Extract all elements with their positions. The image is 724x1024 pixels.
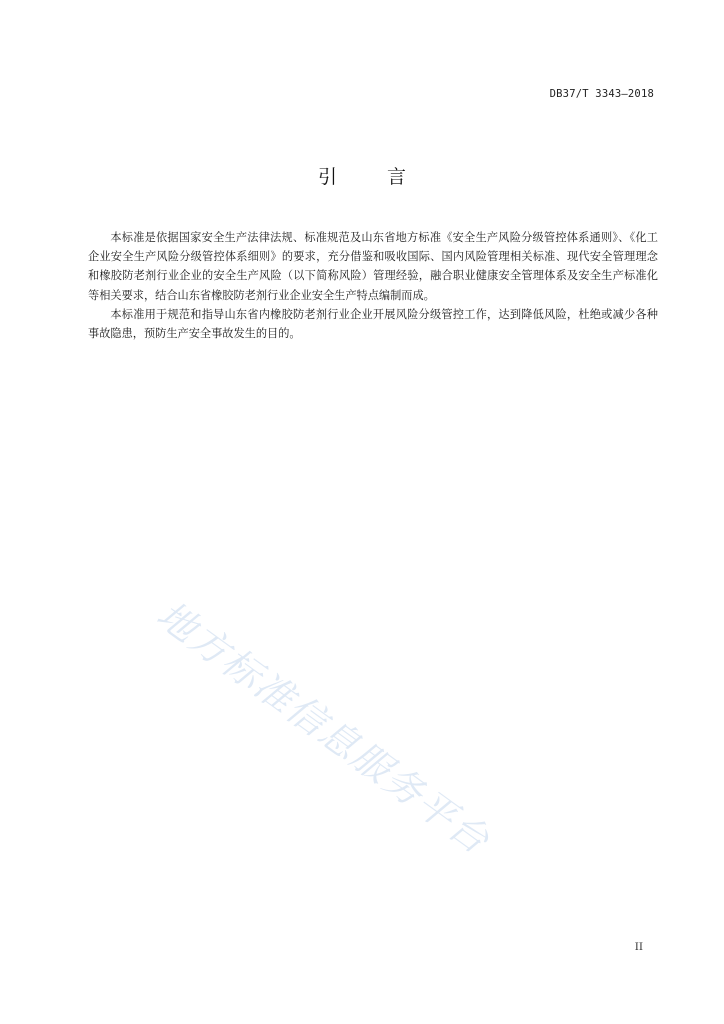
body-text (88, 228, 658, 343)
standard-code: DB37/T 3343—2018 (549, 88, 654, 100)
page-title: 引 言 (317, 166, 429, 188)
paragraph-2: 本标准用于规范和指导山东省内橡胶防老剂行业企业开展风险分级管控工作，达到降低风险，杜绝或减少各种事故隐患，预防生产安全事故发生的目的。 (88, 307, 658, 341)
page-number: II (634, 941, 643, 953)
paragraph-1: 本标准是依据国家安全生产法律法规、标准规范及山东省地方标准《安全生产风险分级管控体系通则》、《化工企业安全生产风险分级管控体系细则》的要求，充分借鉴和吸收国际、国内风险管理相关标准、现代安全管理理念和橡胶防老剂行业企业的安全生产风险（以下简称风险）管理经验，融合职业健康安全管理体系及安全生产标准化等相关要求，结合山东省橡胶防老剂行业企业安全生产特点编制而成。 (88, 231, 658, 302)
watermark: 地方标准信息服务平台 (148, 592, 499, 864)
